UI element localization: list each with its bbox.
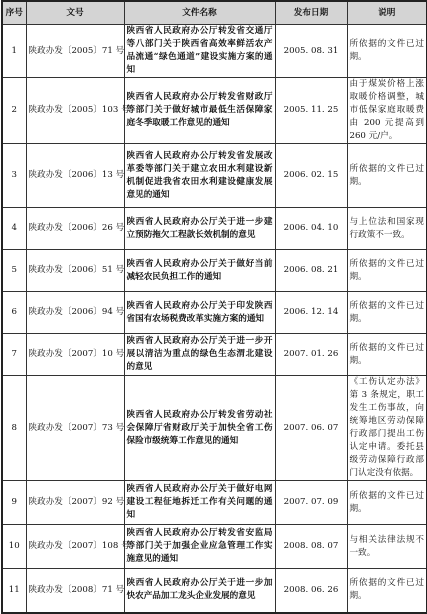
cell-doc-number: 陕政办发〔2006〕94 号 <box>26 292 124 334</box>
cell-serial: 4 <box>2 208 26 250</box>
cell-doc-number: 陕政办发〔2008〕71 号 <box>26 569 124 613</box>
cell-note: 所依据的文件已过期。 <box>347 481 427 525</box>
cell-note: 所依据的文件已过期。 <box>347 334 427 376</box>
cell-title: 陕西省人民政府办公厅转发省交通厅等八部门关于陕西省高效率鲜活农产品流通“绿色通道”建设实施方案的通知 <box>124 25 275 78</box>
cell-title: 陕西省人民政府办公厅关于印发陕西省国有农场税费改革实施方案的通知 <box>124 292 275 334</box>
cell-serial: 6 <box>2 292 26 334</box>
cell-doc-number: 陕政办发〔2006〕13 号 <box>26 144 124 208</box>
cell-title: 陕西省人民政府办公厅关于进一步加快农产品加工龙头企业发展的意见 <box>124 569 275 613</box>
header-note: 说明 <box>347 1 427 25</box>
cell-note: 与相关法律法规不一致。 <box>347 525 427 569</box>
cell-note: 所依据的文件已过期。 <box>347 25 427 78</box>
cell-doc-number: 陕政办发〔2005〕103 号 <box>26 78 124 144</box>
cell-date: 2006. 02. 15 <box>275 144 347 208</box>
cell-title: 陕西省人民政府办公厅转发省劳动社会保障厅省财政厅关于加快全省工伤保险市级统筹工作意见的通知 <box>124 376 275 481</box>
table-row <box>2 334 427 376</box>
table-row <box>2 250 427 292</box>
cell-serial: 1 <box>2 25 26 78</box>
header-date: 发布日期 <box>275 1 347 25</box>
cell-serial: 10 <box>2 525 26 569</box>
cell-doc-number: 陕政办发〔2007〕108 号 <box>26 525 124 569</box>
header-row <box>2 1 427 25</box>
cell-doc-number: 陕政办发〔2006〕51 号 <box>26 250 124 292</box>
cell-serial: 11 <box>2 569 26 613</box>
cell-date: 2005. 11. 25 <box>275 78 347 144</box>
cell-serial: 9 <box>2 481 26 525</box>
cell-doc-number: 陕政办发〔2007〕10 号 <box>26 334 124 376</box>
cell-title: 陕西省人民政府办公厅转发省财政厅等部门关于做好城市最低生活保障家庭冬季取暖工作意见的通知 <box>124 78 275 144</box>
table-row <box>2 569 427 613</box>
cell-note: 由于煤炭价格上涨取暖价格调整，城市低保家庭取暖费由 200 元提高到 260 元/户。 <box>347 78 427 144</box>
cell-serial: 8 <box>2 376 26 481</box>
cell-doc-number: 陕政办发〔2006〕26 号 <box>26 208 124 250</box>
cell-note: 所依据的文件已过期。 <box>347 569 427 613</box>
cell-title: 陕西省人民政府办公厅关于做好当前减轻农民负担工作的通知 <box>124 250 275 292</box>
cell-serial: 3 <box>2 144 26 208</box>
document-table <box>1 0 427 614</box>
cell-note: 所依据的文件已过期。 <box>347 292 427 334</box>
cell-title: 陕西省人民政府办公厅转发省发展改革委等部门关于建立农田水利建设新机制促进我省农田水利建设健康发展意见的通知 <box>124 144 275 208</box>
cell-date: 2006. 12. 14 <box>275 292 347 334</box>
table-row <box>2 208 427 250</box>
cell-doc-number: 陕政办发〔2007〕73 号 <box>26 376 124 481</box>
cell-title: 陕西省人民政府办公厅关于进一步建立预防拖欠工程款长效机制的意见 <box>124 208 275 250</box>
cell-title: 陕西省人民政府办公厅关于做好电网建设工程征地拆迁工作有关问题的通知 <box>124 481 275 525</box>
table-row <box>2 78 427 144</box>
header-title: 文件名称 <box>124 1 275 25</box>
cell-note: 所依据的文件已过期。 <box>347 144 427 208</box>
cell-note: 所依据的文件已过期。 <box>347 250 427 292</box>
cell-note: 《工伤认定办法》第 3 条规定，职工发生工伤事故，向统筹地区劳动保障行政部门提出工伤认定申请。委托县级劳动保障行政部门认定没有依据。 <box>347 376 427 481</box>
table-row <box>2 481 427 525</box>
table-row <box>2 376 427 481</box>
header-serial: 序号 <box>2 1 26 25</box>
cell-date: 2005. 08. 31 <box>275 25 347 78</box>
cell-serial: 7 <box>2 334 26 376</box>
cell-title: 陕西省人民政府办公厅关于进一步开展以清洁为重点的绿色生态渭北建设的意见 <box>124 334 275 376</box>
cell-date: 2008. 08. 07 <box>275 525 347 569</box>
cell-date: 2007. 01. 26 <box>275 334 347 376</box>
table-row <box>2 525 427 569</box>
table-row <box>2 144 427 208</box>
cell-date: 2008. 06. 26 <box>275 569 347 613</box>
cell-date: 2006. 04. 10 <box>275 208 347 250</box>
header-doc-number: 文号 <box>26 1 124 25</box>
cell-serial: 5 <box>2 250 26 292</box>
cell-serial: 2 <box>2 78 26 144</box>
cell-doc-number: 陕政办发〔2007〕92 号 <box>26 481 124 525</box>
cell-date: 2006. 08. 21 <box>275 250 347 292</box>
cell-date: 2007. 06. 07 <box>275 376 347 481</box>
table-row <box>2 292 427 334</box>
cell-date: 2007. 07. 09 <box>275 481 347 525</box>
cell-title: 陕西省人民政府办公厅转发省安监局等部门关于加强企业应急管理工作实施意见的通知 <box>124 525 275 569</box>
cell-note: 与上位法和国家现行政策不一致。 <box>347 208 427 250</box>
cell-doc-number: 陕政办发〔2005〕71 号 <box>26 25 124 78</box>
table-row <box>2 25 427 78</box>
